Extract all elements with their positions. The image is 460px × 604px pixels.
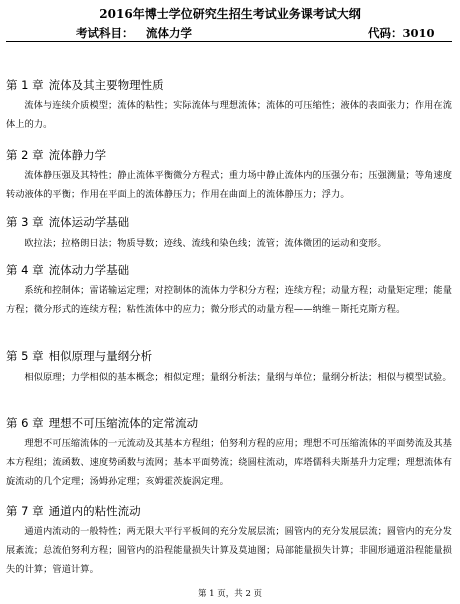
chapter-title: 通道内的粘性流动 <box>48 504 141 518</box>
chapter-heading <box>6 503 141 519</box>
code-value: 3010 <box>402 26 435 40</box>
chapter-title: 相似原理与量纲分析 <box>48 349 153 363</box>
chapter-title: 流体静力学 <box>48 148 107 162</box>
code-label: 代码： <box>368 26 403 40</box>
chapter-title: 流体及其主要物理性质 <box>48 78 164 92</box>
chapter-number: 第 4 章 <box>6 263 44 277</box>
chapter-number: 第 3 章 <box>6 215 44 229</box>
chapter-body: 流体静压强及其特性；静止流体平衡微分方程式；重力场中静止流体内的压强分布；压强测量；等角速度转动液体的平衡；作用在平面上的流体静压力；作用在曲面上的流体静压力；浮力。 <box>6 170 452 200</box>
chapter-heading <box>6 262 129 278</box>
subject-label: 考试科目： <box>76 26 134 40</box>
chapter-body: 系统和控制体；雷诺输运定理；对控制体的流体力学积分方程；连续方程；动量方程；动量矩定理；能量方程；微分形式的连续方程；粘性流体中的应力；微分形式的动量方程——纳维－斯托克斯方程。 <box>6 285 452 315</box>
code-block <box>368 25 435 41</box>
chapter-number: 第 5 章 <box>6 349 44 363</box>
chapter-heading <box>6 415 198 431</box>
chapter-heading <box>6 348 152 364</box>
subject-value: 流体力学 <box>146 26 192 40</box>
chapter-heading <box>6 214 129 230</box>
chapter-number: 第 2 章 <box>6 148 44 162</box>
page-footer: 第 1 页，共 2 页 <box>197 589 263 599</box>
header-underline <box>6 41 452 42</box>
document-title: 2016年博士学位研究生招生考试业务课考试大纲 <box>99 7 361 21</box>
chapter-body: 理想不可压缩流体的一元流动及其基本方程组；伯努利方程的应用；理想不可压缩流体的平面势流及其基本方程组；流函数、速度势函数与流网；基本平面势流；绕圆柱流动，库塔儒科夫斯基升力定理；理想流体有旋流动的几个定理；汤姆孙定理；亥姆霍茨旋涡定理。 <box>6 438 452 487</box>
chapter-title: 理想不可压缩流体的定常流动 <box>48 416 199 430</box>
chapter-body: 欧拉法；拉格朗日法；物质导数；迹线、流线和染色线；流管；流体微团的运动和变形。 <box>24 238 387 249</box>
chapter-body: 通道内流动的一般特性；两无限大平行平板间的充分发展层流；圆管内的充分发展层流；圆管内的充分发展紊流；总流伯努利方程；圆管内的沿程能量损失计算及莫迪图；局部能量损失计算；非圆形通道沿程能量损失的计算；管道计算。 <box>6 526 452 575</box>
chapter-heading <box>6 77 164 93</box>
chapter-heading <box>6 147 106 163</box>
chapter-number: 第 7 章 <box>6 504 44 518</box>
chapter-number: 第 1 章 <box>6 78 44 92</box>
chapter-title: 流体运动学基础 <box>48 215 130 229</box>
chapter-body: 相似原理；力学相似的基本概念；相似定理；量纲分析法；量纲与单位；量纲分析法；相似与模型试验。 <box>24 372 452 383</box>
chapter-body: 流体与连续介质模型；流体的粘性；实际流体与理想流体；流体的可压缩性；液体的表面张力；作用在流体上的力。 <box>6 100 452 130</box>
chapter-title: 流体动力学基础 <box>48 263 130 277</box>
chapter-number: 第 6 章 <box>6 416 44 430</box>
exam-meta-row <box>6 25 452 39</box>
